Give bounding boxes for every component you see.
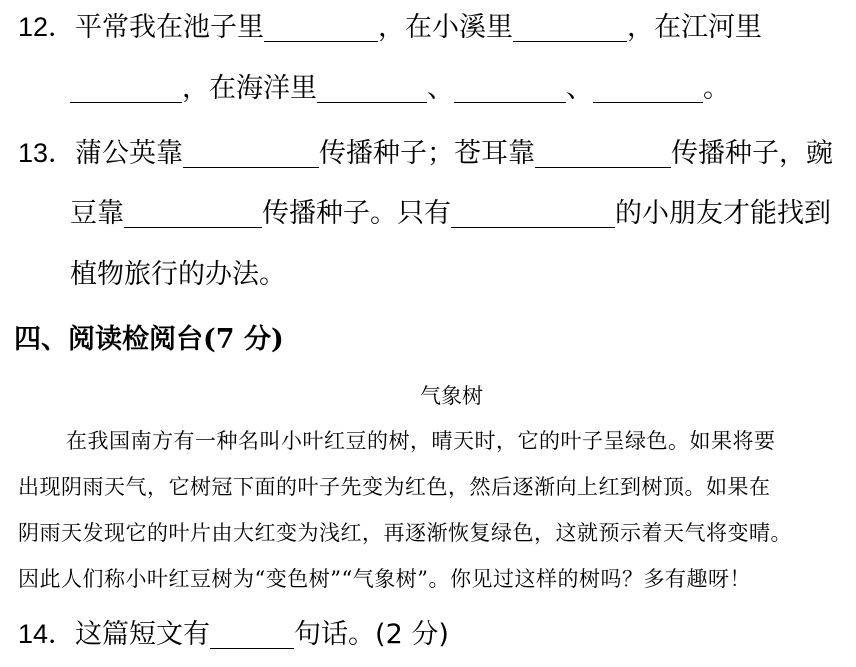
q14-text-2: 句话。(2 分): [294, 619, 449, 650]
q12-blank-2[interactable]: [513, 15, 627, 42]
q13-text-2: 传播种子；苍耳靠: [319, 138, 536, 169]
q13-blank-3[interactable]: [124, 201, 262, 228]
passage-line-2: 出现阴雨天气，它树冠下面的叶子先变为红色，然后逐渐向上红到树顶。如果在: [18, 475, 771, 499]
q14-line: [18, 617, 449, 652]
passage-title: 气象树: [420, 384, 483, 408]
q13-text-1: 蒲公英靠: [75, 138, 184, 169]
q12-separator-1: 、: [427, 73, 454, 104]
q14-number: 14．: [18, 619, 76, 649]
q13-blank-1[interactable]: [183, 141, 319, 168]
q13-text-7: 植物旅行的办法。: [70, 259, 286, 290]
q12-line-2: [70, 72, 730, 106]
passage-line-3: 阴雨天发现它的叶片由大红变为浅红，再逐渐恢复绿色，这就预示着天气将变晴。: [18, 521, 792, 545]
passage-line-1: 在我国南方有一种名叫小叶红豆的树，晴天时，它的叶子呈绿色。如果将要: [66, 429, 776, 453]
q12-blank-1[interactable]: [264, 15, 378, 42]
q13-line-2: [70, 197, 831, 231]
q12-text-1: 平常我在池子里: [75, 12, 265, 43]
q12-text-2: ，在小溪里: [378, 12, 514, 43]
q13-number: 13．: [18, 138, 76, 168]
q12-blank-3[interactable]: [70, 76, 182, 103]
q12-end: 。: [703, 73, 730, 104]
q13-line-1: [18, 136, 833, 171]
q13-line-3: [70, 258, 286, 292]
q13-text-6: 的小朋友才能找到: [615, 198, 831, 229]
q13-blank-4[interactable]: [451, 201, 615, 228]
q14-blank-1[interactable]: [210, 622, 294, 649]
q14-text-1: 这篇短文有: [75, 619, 211, 650]
q13-text-4: 豆靠: [70, 198, 124, 229]
q12-line-1: [18, 10, 762, 45]
q12-blank-4[interactable]: [317, 76, 427, 103]
q13-blank-2[interactable]: [535, 141, 671, 168]
q12-blank-5[interactable]: [454, 76, 566, 103]
q12-text-4: ，在海洋里: [182, 73, 317, 104]
q12-number: 12．: [18, 12, 76, 42]
q12-separator-2: 、: [566, 73, 593, 104]
q12-blank-6[interactable]: [593, 76, 703, 103]
q13-text-5: 传播种子。只有: [262, 198, 451, 229]
q13-text-3: 传播种子，豌: [671, 138, 834, 169]
section-heading: 四、阅读检阅台(7 分): [14, 324, 284, 355]
q12-text-3: ，在江河里: [627, 12, 763, 43]
passage-line-4: 因此人们称小叶红豆树为“变色树”“气象树”。你见过这样的树吗？多有趣呀！: [18, 567, 751, 591]
